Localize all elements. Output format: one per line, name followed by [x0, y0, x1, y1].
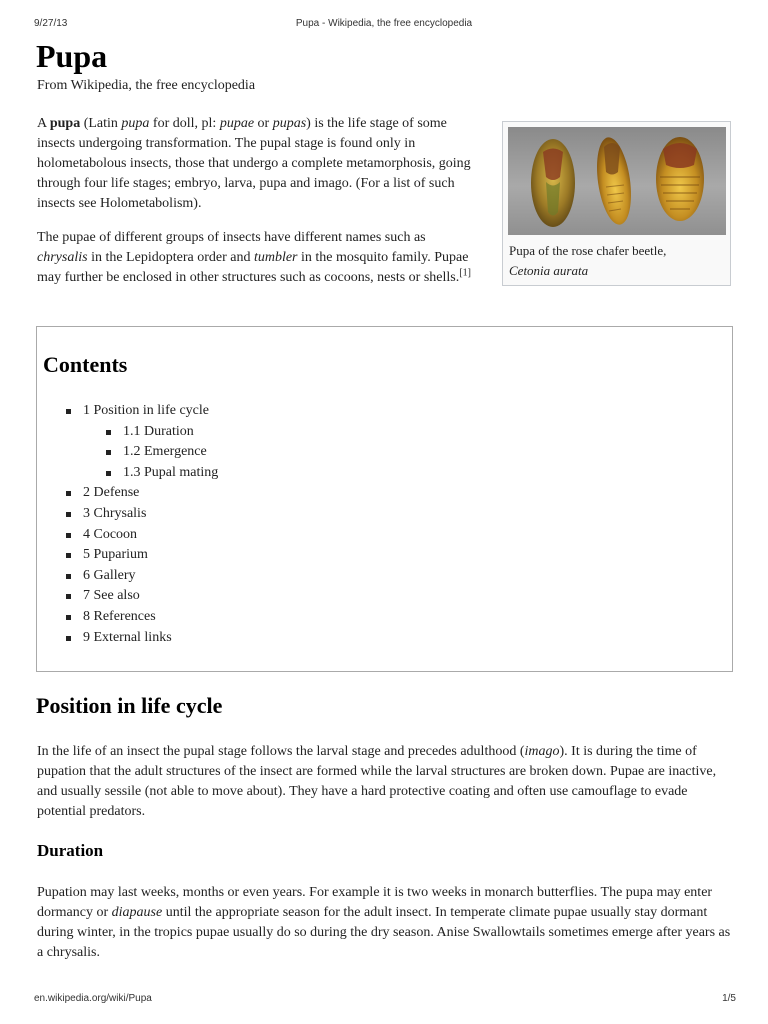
toc-item-references[interactable]	[65, 607, 218, 628]
print-page-title: Pupa - Wikipedia, the free encyclopedia	[295, 18, 473, 29]
text-run: A	[37, 116, 50, 131]
intro-paragraph-2	[37, 228, 479, 288]
bullet-icon	[66, 512, 71, 517]
intro	[37, 114, 479, 302]
caption-species: Cetonia aurata	[509, 263, 589, 278]
section-heading-duration: Duration	[37, 841, 104, 860]
toc-item-label: 2 Defense	[83, 485, 140, 501]
italic-term: pupae	[219, 116, 255, 131]
toc-list	[65, 401, 218, 648]
toc-item-label: 1.1 Duration	[123, 423, 194, 439]
toc-sublist	[83, 422, 218, 484]
toc-item-external-links[interactable]	[65, 628, 218, 649]
italic-term: imago	[524, 744, 560, 759]
toc-item-chrysalis[interactable]	[65, 504, 218, 525]
bullet-icon	[106, 450, 111, 455]
bullet-icon	[66, 409, 71, 414]
italic-term: chrysalis	[37, 250, 88, 265]
toc-item-label: 1.2 Emergence	[123, 444, 207, 460]
text-run: in the Lepidoptera order and	[87, 250, 254, 265]
italic-term: pupa	[121, 116, 150, 131]
section-heading-position-in-life-cycle: Position in life cycle	[36, 693, 223, 718]
toc-title: Contents	[43, 352, 128, 377]
italic-term: diapause	[111, 905, 163, 920]
toc-item-label: 6 Gallery	[83, 567, 136, 583]
text-run: for doll, pl:	[149, 116, 220, 131]
bullet-icon	[106, 430, 111, 435]
toc-item-label: 8 References	[83, 608, 156, 624]
toc-item-label: 3 Chrysalis	[83, 505, 147, 521]
reference-link[interactable]: [1]	[459, 267, 471, 279]
bullet-icon	[66, 533, 71, 538]
toc-item-gallery[interactable]	[65, 566, 218, 587]
bullet-icon	[106, 471, 111, 476]
toc-item-duration[interactable]	[105, 422, 218, 443]
text-run: Pupation may last weeks, months or even years. For example it is two weeks in monarch butterflies. The pupa may enter dormancy or	[37, 885, 713, 920]
print-header	[0, 18, 768, 32]
bullet-icon	[66, 636, 71, 641]
duration-paragraph	[37, 883, 733, 963]
text-run: ). It is during the time of pupation that the adult structures of the insect are formed while the larval structures are broken down. Pupae are inactive, and usually sessile (not able to move about). They have a hard protective coating and often use camouflage to evade potential predators.	[37, 744, 717, 819]
page-title: Pupa	[36, 38, 108, 74]
italic-term: pupas	[272, 116, 307, 131]
toc-item-label: 5 Puparium	[83, 547, 148, 563]
table-of-contents	[36, 326, 733, 672]
print-url: en.wikipedia.org/wiki/Pupa	[34, 993, 152, 1004]
tagline: From Wikipedia, the free encyclopedia	[37, 78, 256, 93]
page-number: 1/5	[722, 993, 736, 1004]
caption-text: Pupa of the rose chafer beetle,	[509, 243, 667, 258]
infobox	[502, 121, 731, 286]
toc-item-pupal-mating[interactable]	[105, 463, 218, 484]
print-footer	[0, 993, 768, 1007]
toc-item-label: 4 Cocoon	[83, 526, 138, 542]
bullet-icon	[66, 594, 71, 599]
text-run: In the life of an insect the pupal stage follows the larval stage and precedes adulthood (	[37, 744, 525, 759]
toc-item-puparium[interactable]	[65, 545, 218, 566]
toc-item-position-in-life-cycle[interactable]	[65, 401, 218, 483]
text-run: (Latin	[80, 116, 122, 131]
bullet-icon	[66, 574, 71, 579]
term-pupa: pupa	[49, 116, 81, 131]
text-run: ) is the life stage of some insects undergoing transformation. The pupal stage is found only in holometabolous insects, those that undergo a complete metamorphosis, going through four life stages; embryo, larva, pupa and imago. (For a list of such insects see Holometabolism).	[37, 116, 471, 211]
bullet-icon	[66, 615, 71, 620]
text-run: in the mosquito family. Pupae may further be enclosed in other structures such as cocoons, nests or shells.	[37, 250, 469, 285]
intro-paragraph-1	[37, 114, 479, 214]
text-run: The pupae of different groups of insects have different names such as	[37, 230, 426, 245]
toc-item-label: 7 See also	[83, 588, 140, 604]
toc-item-label: 1 Position in life cycle	[83, 403, 209, 418]
toc-item-see-also[interactable]	[65, 586, 218, 607]
toc-item-cocoon[interactable]	[65, 525, 218, 546]
bullet-icon	[66, 553, 71, 558]
pupa-image[interactable]	[508, 127, 726, 235]
italic-term: tumbler	[253, 250, 298, 265]
toc-item-defense[interactable]	[65, 483, 218, 504]
text-run: until the appropriate season for the adult insect. In temperate climate pupae usually stay dormant during winter, in the tropics pupae usually do so during the dry season. Anise Swallowtails sometimes emerge after years as a chrysalis.	[37, 905, 731, 960]
text-run: or	[254, 116, 273, 131]
life-cycle-paragraph	[37, 742, 733, 822]
print-date: 9/27/13	[34, 18, 68, 29]
pupa-illustration	[508, 127, 726, 235]
toc-item-emergence[interactable]	[105, 442, 218, 463]
toc-item-label: 1.3 Pupal mating	[123, 464, 219, 480]
image-caption	[509, 241, 725, 281]
toc-item-label: 9 External links	[83, 629, 172, 645]
bullet-icon	[66, 491, 71, 496]
